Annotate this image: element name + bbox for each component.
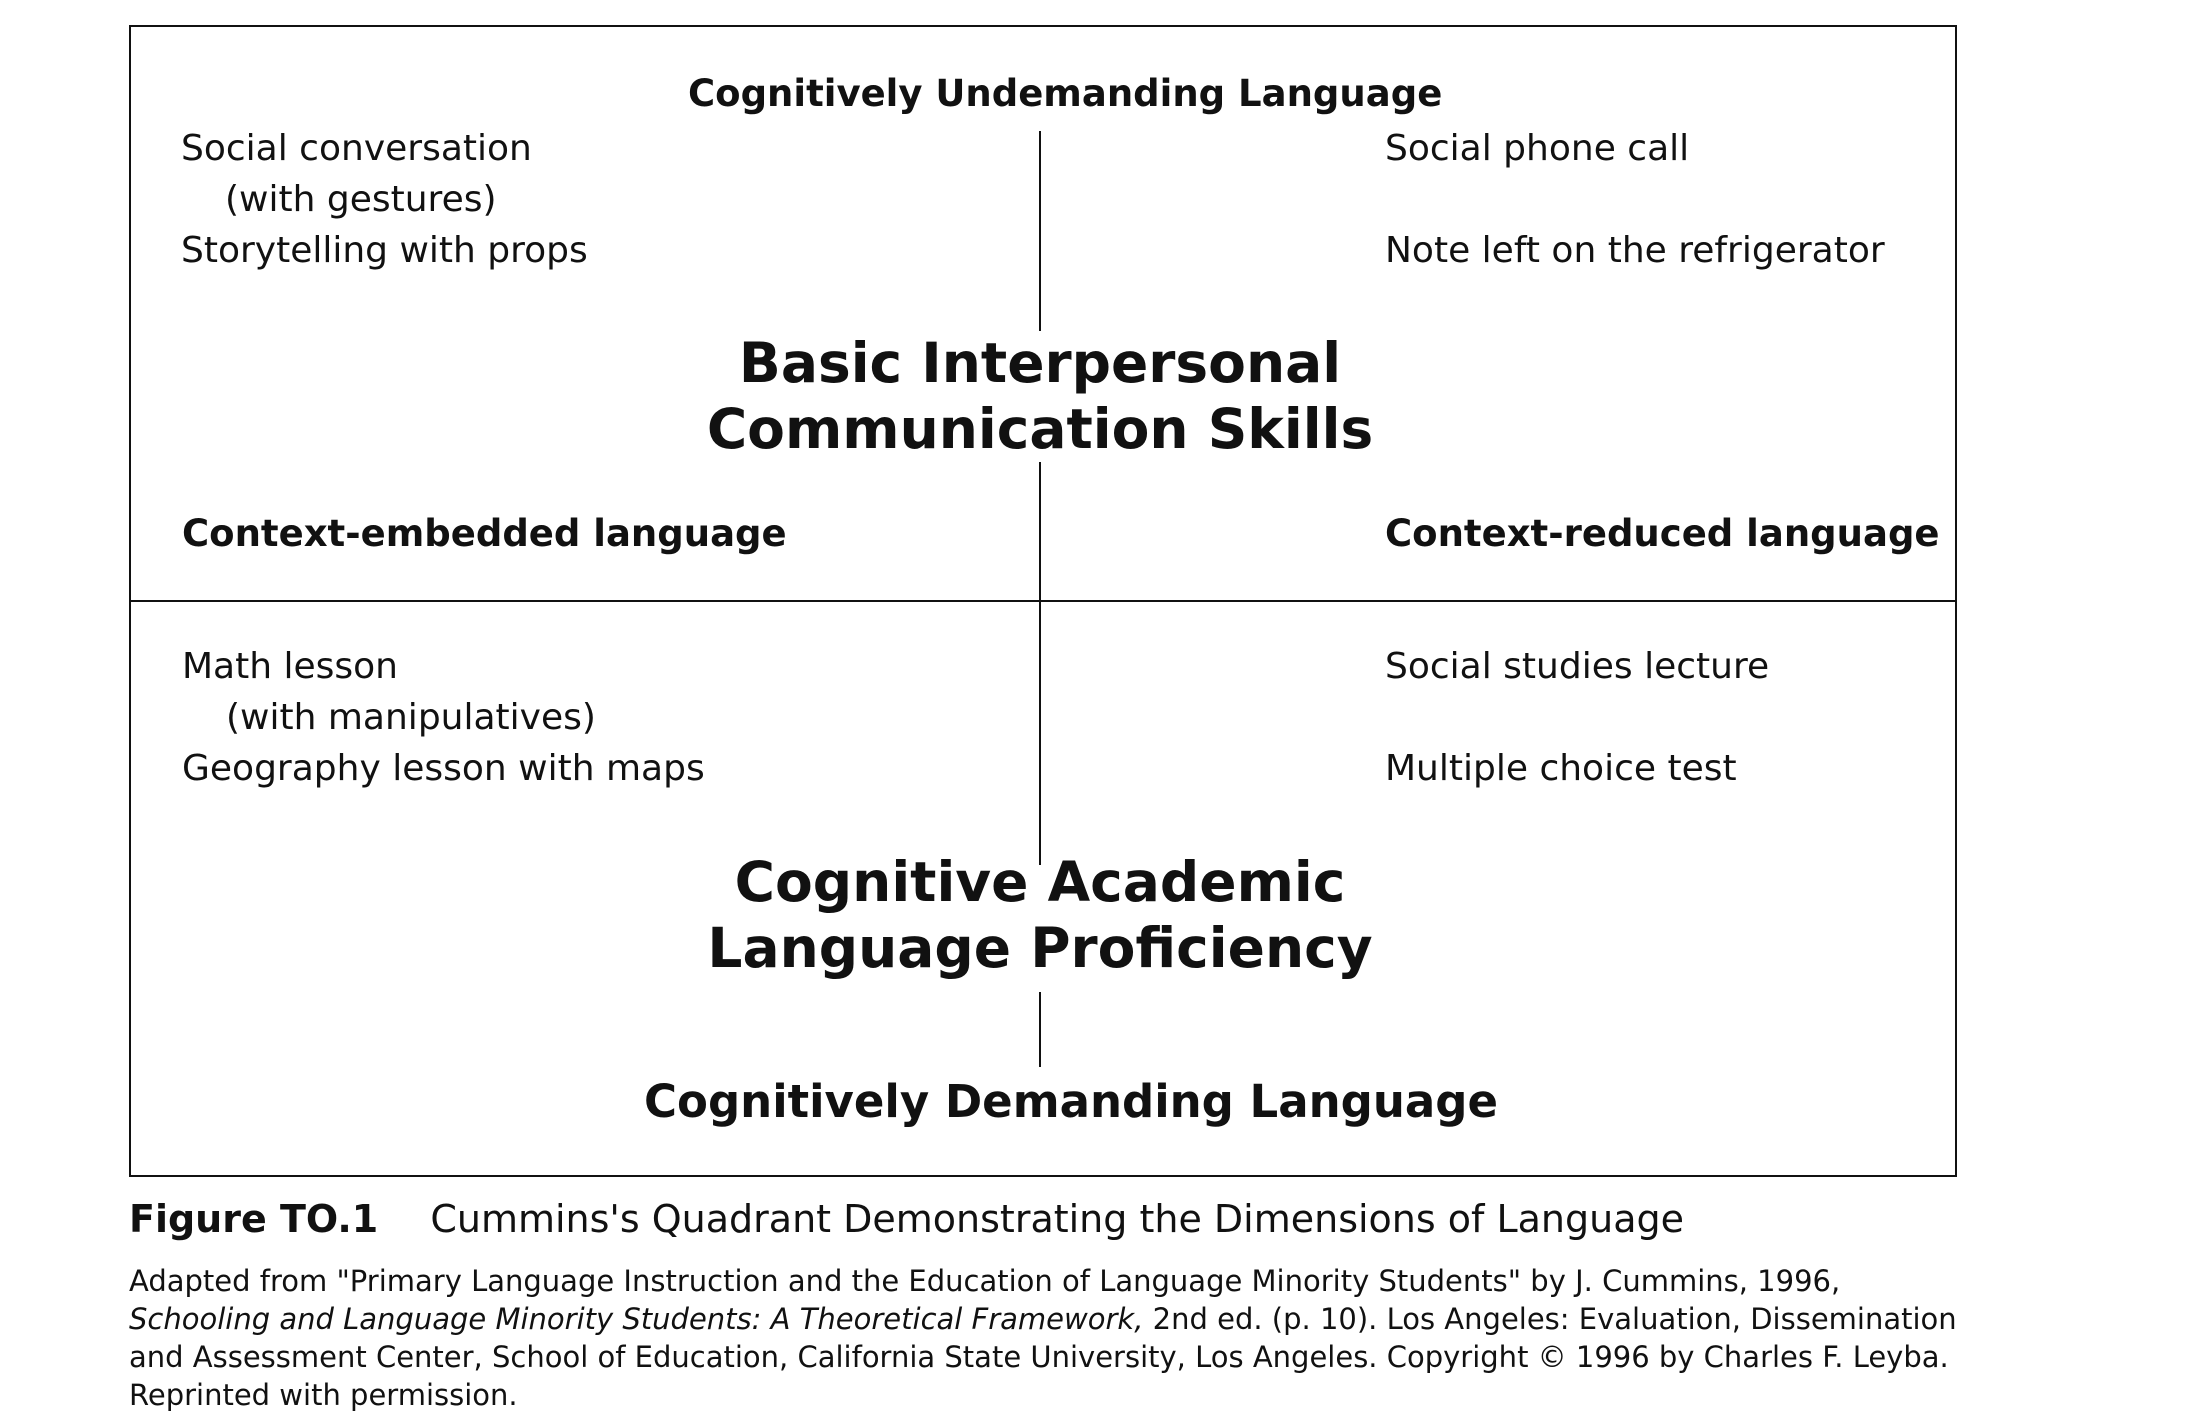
list-item: Social phone call [1385,128,1690,169]
bottom-axis-label: Cognitively Demanding Language [644,1075,1498,1128]
vertical-divider-top [1039,131,1041,331]
list-item: Math lesson [182,646,398,687]
quadrant-frame [129,25,1957,1177]
lower-right-quadrant [1385,641,1769,794]
upper-left-quadrant [181,123,588,276]
figure-title: Cummins's Quadrant Demonstrating the Dimensions of Language [430,1197,1685,1241]
top-axis-label: Cognitively Undemanding Language [688,72,1443,115]
list-item: Geography lesson with maps [182,748,705,789]
upper-center-line-1: Basic Interpersonal [738,331,1342,395]
list-item: Multiple choice test [1385,748,1737,789]
left-axis-label: Context-embedded language [182,512,787,555]
figure-caption [129,1197,1684,1241]
horizontal-divider [131,600,1955,602]
list-item: (with gestures) [225,179,497,220]
vertical-divider-middle [1039,462,1041,865]
list-item: Social conversation [181,128,532,169]
upper-center-line-2: Communication Skills [706,397,1374,461]
upper-right-quadrant [1385,123,1885,276]
source-text-1: Adapted from "Primary Language Instruction and the Education of Language Minority Students" by J. Cummins, 1996, [129,1264,1841,1298]
vertical-divider-bottom [1039,992,1041,1067]
lower-center-label [540,849,1540,981]
list-item: Storytelling with props [181,230,588,271]
upper-center-label [540,330,1540,462]
list-item: (with manipulatives) [226,697,596,738]
list-item: Social studies lecture [1385,646,1770,687]
right-axis-label: Context-reduced language [1385,512,1940,555]
source-book-title: Schooling and Language Minority Students: A Theoretical Framework, [129,1302,1144,1336]
lower-center-line-1: Cognitive Academic [734,850,1346,914]
lower-center-line-2: Language Proficiency [707,916,1373,980]
lower-left-quadrant [182,641,705,794]
source-text-2: 2nd ed. (p. 10). Los Angeles: Evaluation, Dissemination and Assessment Center, School of Education, California State University, Los Angeles. Copyright © 1996 by Charles F. Leyba. Reprinted with permission. [129,1302,1957,1412]
list-item: Note left on the refrigerator [1385,230,1885,271]
figure-label: Figure TO.1 [129,1197,379,1241]
figure-source-note [129,1262,1969,1414]
